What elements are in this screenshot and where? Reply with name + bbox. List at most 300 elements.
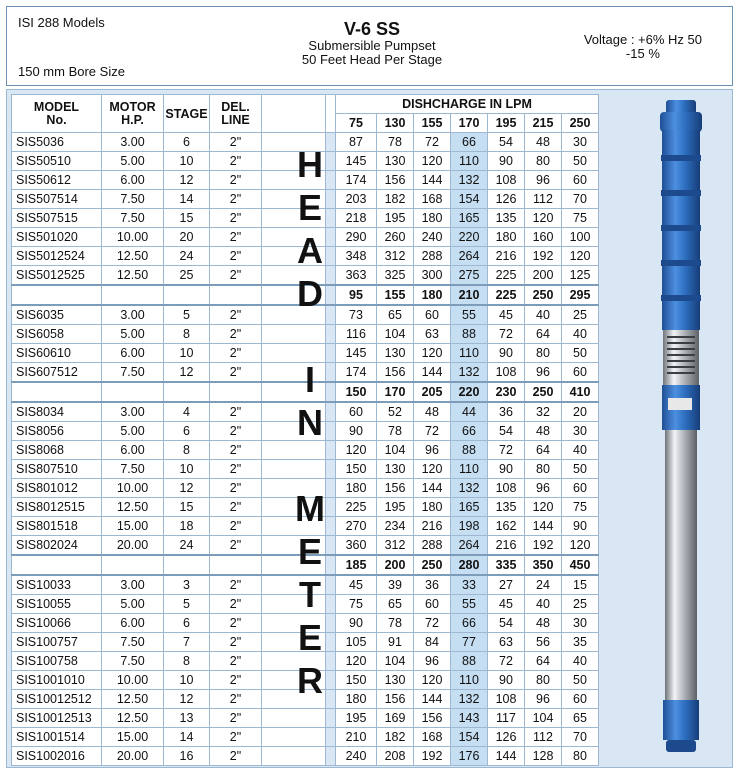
head-cell: 90 — [488, 460, 525, 479]
table-row — [12, 402, 599, 422]
head-cell: 72 — [414, 133, 451, 152]
head-cell: 198 — [451, 517, 488, 536]
head-cell: 80 — [562, 747, 599, 766]
flow-rate-cell: 205 — [414, 382, 451, 402]
spec-cell: 4 — [164, 402, 210, 422]
empty-cell — [102, 555, 164, 575]
spec-cell: 2" — [210, 747, 262, 766]
flow-header-cell: 215 — [525, 114, 562, 133]
spec-cell: 7.50 — [102, 652, 164, 671]
subtitle-2: 50 Feet Head Per Stage — [301, 52, 443, 67]
head-cell: 130 — [377, 460, 414, 479]
spec-cell: 2" — [210, 402, 262, 422]
head-cell: 35 — [562, 633, 599, 652]
flow-header-cell: 250 — [562, 114, 599, 133]
col-motor-line1: MOTOR — [109, 99, 156, 114]
head-cell: 132 — [451, 479, 488, 498]
head-cell: 165 — [451, 209, 488, 228]
empty-cell — [210, 555, 262, 575]
head-cell: 40 — [562, 325, 599, 344]
head-cell: 40 — [525, 305, 562, 325]
separator-cell — [326, 247, 336, 266]
head-cell: 135 — [488, 498, 525, 517]
head-cell: 260 — [377, 228, 414, 247]
spec-cell: 2" — [210, 614, 262, 633]
head-cell: 90 — [336, 614, 377, 633]
head-cell: 48 — [525, 422, 562, 441]
head-cell: 24 — [525, 575, 562, 595]
head-cell: 360 — [336, 536, 377, 556]
table-row — [12, 460, 599, 479]
col-model-line2: No. — [46, 112, 67, 127]
spec-cell: 18 — [164, 517, 210, 536]
spec-cell: 24 — [164, 536, 210, 556]
vertical-label-cell — [262, 709, 326, 728]
vertical-label-cell — [262, 152, 326, 171]
model-cell: SIS10066 — [12, 614, 102, 633]
model-cell: SIS5036 — [12, 133, 102, 152]
head-cell: 120 — [336, 441, 377, 460]
col-del-line1: DEL. — [221, 99, 250, 114]
vertical-label-cell — [262, 517, 326, 536]
head-cell: 135 — [488, 209, 525, 228]
vertical-letter: M — [295, 488, 325, 529]
head-cell: 75 — [336, 595, 377, 614]
head-cell: 130 — [377, 152, 414, 171]
head-cell: 64 — [525, 441, 562, 460]
empty-cell — [12, 555, 102, 575]
head-cell: 110 — [451, 344, 488, 363]
pump-bottom — [666, 740, 696, 752]
head-cell: 270 — [336, 517, 377, 536]
spec-cell: 7.50 — [102, 190, 164, 209]
head-cell: 216 — [414, 517, 451, 536]
spec-cell: 5.00 — [102, 422, 164, 441]
flow-rate-cell: 250 — [525, 382, 562, 402]
flow-rate-row — [12, 382, 599, 402]
head-cell: 120 — [525, 209, 562, 228]
spec-cell: 6.00 — [102, 614, 164, 633]
head-cell: 64 — [525, 325, 562, 344]
head-cell: 218 — [336, 209, 377, 228]
head-cell: 52 — [377, 402, 414, 422]
head-cell: 48 — [525, 133, 562, 152]
table-row — [12, 422, 599, 441]
head-cell: 96 — [525, 690, 562, 709]
head-cell: 25 — [562, 305, 599, 325]
spec-cell: 7.50 — [102, 633, 164, 652]
spec-cell: 10 — [164, 344, 210, 363]
vertical-label-cell — [262, 479, 326, 498]
spec-cell: 25 — [164, 266, 210, 286]
model-cell: SIS5012524 — [12, 247, 102, 266]
spec-cell: 14 — [164, 190, 210, 209]
flow-rate-cell: 200 — [377, 555, 414, 575]
head-cell: 30 — [562, 422, 599, 441]
model-cell: SIS10033 — [12, 575, 102, 595]
head-cell: 88 — [451, 652, 488, 671]
separator-cell — [326, 728, 336, 747]
head-cell: 66 — [451, 133, 488, 152]
flow-rate-cell: 170 — [377, 382, 414, 402]
vertical-letter: E — [297, 531, 322, 572]
separator-cell — [326, 171, 336, 190]
separator-cell — [326, 344, 336, 363]
spec-cell: 2" — [210, 595, 262, 614]
head-cell: 180 — [414, 498, 451, 517]
head-cell: 15 — [562, 575, 599, 595]
head-cell: 180 — [414, 209, 451, 228]
spec-cell: 2" — [210, 536, 262, 556]
spec-cell: 2" — [210, 190, 262, 209]
model-cell: SIS10012513 — [12, 709, 102, 728]
model-cell: SIS8056 — [12, 422, 102, 441]
head-cell: 144 — [488, 747, 525, 766]
spec-cell: 5.00 — [102, 595, 164, 614]
empty-cell — [164, 555, 210, 575]
head-cell: 154 — [451, 190, 488, 209]
table-row — [12, 209, 599, 228]
spec-cell: 2" — [210, 247, 262, 266]
head-cell: 240 — [336, 747, 377, 766]
head-cell: 112 — [525, 190, 562, 209]
spec-cell: 6.00 — [102, 344, 164, 363]
head-cell: 70 — [562, 728, 599, 747]
head-cell: 112 — [525, 728, 562, 747]
spec-cell: 8 — [164, 652, 210, 671]
model-cell: SIS6058 — [12, 325, 102, 344]
head-cell: 96 — [525, 479, 562, 498]
vertical-label-cell — [262, 325, 326, 344]
head-cell: 216 — [488, 536, 525, 556]
vertical-label-cell — [262, 228, 326, 247]
spec-cell: 10.00 — [102, 671, 164, 690]
head-cell: 150 — [336, 671, 377, 690]
head-cell: 78 — [377, 133, 414, 152]
spec-cell: 2" — [210, 709, 262, 728]
head-cell: 108 — [488, 479, 525, 498]
head-cell: 80 — [525, 344, 562, 363]
vertical-label-cell — [262, 460, 326, 479]
head-cell: 312 — [377, 247, 414, 266]
model-cell: SIS10012512 — [12, 690, 102, 709]
separator-cell — [326, 422, 336, 441]
spec-cell: 15.00 — [102, 517, 164, 536]
head-cell: 120 — [414, 460, 451, 479]
flow-header-cell: 170 — [451, 114, 488, 133]
model-cell: SIS1001514 — [12, 728, 102, 747]
spec-cell: 7 — [164, 633, 210, 652]
separator-cell — [326, 190, 336, 209]
vertical-label-cell — [262, 595, 326, 614]
head-cell: 70 — [562, 190, 599, 209]
head-cell: 108 — [488, 690, 525, 709]
empty-cell — [12, 285, 102, 305]
spec-cell: 12 — [164, 690, 210, 709]
flow-rate-cell: 225 — [488, 285, 525, 305]
spec-cell: 3.00 — [102, 133, 164, 152]
vertical-label-cell — [262, 305, 326, 325]
flow-rate-cell: 155 — [377, 285, 414, 305]
spec-cell: 8 — [164, 325, 210, 344]
model-cell: SIS100757 — [12, 633, 102, 652]
head-cell: 90 — [488, 152, 525, 171]
table-row — [12, 671, 599, 690]
model-cell: SIS501020 — [12, 228, 102, 247]
vertical-label-cell — [262, 690, 326, 709]
separator-cell — [326, 671, 336, 690]
spec-cell: 3.00 — [102, 575, 164, 595]
separator-cell — [326, 536, 336, 556]
separator-cell — [326, 209, 336, 228]
separator-cell — [326, 305, 336, 325]
head-cell: 156 — [377, 690, 414, 709]
pump-discharge-head — [660, 112, 702, 132]
vertical-letter: N — [297, 402, 323, 443]
vertical-label-cell — [262, 190, 326, 209]
head-cell: 130 — [377, 671, 414, 690]
spec-cell: 12.50 — [102, 709, 164, 728]
flow-rate-cell: 150 — [336, 382, 377, 402]
spec-cell: 6.00 — [102, 441, 164, 460]
head-cell: 144 — [525, 517, 562, 536]
spec-cell: 2" — [210, 690, 262, 709]
head-cell: 288 — [414, 247, 451, 266]
table-row — [12, 498, 599, 517]
table-row — [12, 517, 599, 536]
vertical-label-cell — [262, 633, 326, 652]
table-row — [12, 247, 599, 266]
head-cell: 116 — [336, 325, 377, 344]
flow-rate-cell: 220 — [451, 382, 488, 402]
separator-cell — [326, 152, 336, 171]
spec-cell: 2" — [210, 209, 262, 228]
spec-cell: 15 — [164, 209, 210, 228]
head-cell: 104 — [525, 709, 562, 728]
head-cell: 220 — [451, 228, 488, 247]
head-cell: 176 — [451, 747, 488, 766]
spec-cell: 5 — [164, 305, 210, 325]
header-box — [6, 6, 733, 86]
vertical-letter: A — [297, 230, 323, 271]
vertical-label-cell — [262, 344, 326, 363]
head-cell: 20 — [562, 402, 599, 422]
vertical-letter: T — [299, 574, 321, 615]
head-cell: 80 — [525, 671, 562, 690]
table-row — [12, 152, 599, 171]
head-cell: 72 — [488, 652, 525, 671]
head-cell: 156 — [377, 479, 414, 498]
head-cell: 110 — [451, 671, 488, 690]
head-cell: 54 — [488, 614, 525, 633]
head-cell: 55 — [451, 305, 488, 325]
head-cell: 65 — [377, 595, 414, 614]
head-cell: 96 — [414, 441, 451, 460]
spec-cell: 2" — [210, 266, 262, 286]
table-row — [12, 228, 599, 247]
spec-panel — [6, 89, 733, 768]
head-cell: 65 — [562, 709, 599, 728]
head-cell: 72 — [488, 325, 525, 344]
model-cell: SIS1001010 — [12, 671, 102, 690]
head-cell: 160 — [525, 228, 562, 247]
head-cell: 174 — [336, 363, 377, 383]
column-separator — [326, 95, 336, 133]
vertical-label-cell — [262, 671, 326, 690]
empty-cell — [12, 382, 102, 402]
flow-header-cell: 155 — [414, 114, 451, 133]
head-cell: 168 — [414, 728, 451, 747]
vertical-label-cell — [262, 441, 326, 460]
vertical-letter: D — [297, 273, 323, 314]
page-title: V-6 SS — [343, 19, 401, 39]
flow-header-cell: 130 — [377, 114, 414, 133]
head-cell: 96 — [525, 171, 562, 190]
vertical-label-header-cell — [262, 95, 326, 133]
head-cell: 91 — [377, 633, 414, 652]
head-cell: 120 — [562, 536, 599, 556]
vertical-label-cell — [262, 614, 326, 633]
model-cell: SIS8068 — [12, 441, 102, 460]
spec-cell: 2" — [210, 422, 262, 441]
table-row — [12, 747, 599, 766]
head-cell: 210 — [336, 728, 377, 747]
model-cell: SIS5012525 — [12, 266, 102, 286]
head-cell: 40 — [562, 652, 599, 671]
spec-cell: 6 — [164, 133, 210, 152]
col-header-discharge: DISHCHARGE IN LPM — [336, 95, 599, 114]
head-cell: 156 — [377, 363, 414, 383]
separator-cell — [326, 690, 336, 709]
head-cell: 132 — [451, 171, 488, 190]
spec-cell: 20.00 — [102, 536, 164, 556]
head-cell: 88 — [451, 325, 488, 344]
spec-cell: 10.00 — [102, 228, 164, 247]
spec-cell: 2" — [210, 728, 262, 747]
head-cell: 90 — [488, 671, 525, 690]
head-cell: 104 — [377, 652, 414, 671]
head-cell: 60 — [562, 363, 599, 383]
separator-cell — [326, 595, 336, 614]
model-cell: SIS507514 — [12, 190, 102, 209]
head-cell: 145 — [336, 344, 377, 363]
table-row — [12, 690, 599, 709]
vertical-label-cell — [262, 498, 326, 517]
separator-cell — [326, 575, 336, 595]
head-cell: 125 — [562, 266, 599, 286]
head-cell: 48 — [414, 402, 451, 422]
head-cell: 30 — [562, 614, 599, 633]
spec-cell: 3.00 — [102, 305, 164, 325]
col-header-motor — [102, 95, 164, 133]
spec-cell: 2" — [210, 633, 262, 652]
spec-cell: 14 — [164, 728, 210, 747]
vertical-letter: I — [304, 359, 315, 400]
separator-cell — [326, 325, 336, 344]
model-cell: SIS801518 — [12, 517, 102, 536]
spec-cell: 15 — [164, 498, 210, 517]
head-cell: 54 — [488, 422, 525, 441]
model-cell: SIS807510 — [12, 460, 102, 479]
pump-spec-table — [11, 94, 599, 766]
head-cell: 30 — [562, 133, 599, 152]
head-cell: 290 — [336, 228, 377, 247]
head-cell: 50 — [562, 344, 599, 363]
head-cell: 96 — [525, 363, 562, 383]
head-cell: 264 — [451, 247, 488, 266]
empty-cell — [164, 382, 210, 402]
empty-cell — [102, 382, 164, 402]
head-cell: 126 — [488, 728, 525, 747]
head-cell: 275 — [451, 266, 488, 286]
spec-cell: 2" — [210, 671, 262, 690]
flow-rate-row — [12, 555, 599, 575]
separator-cell — [326, 133, 336, 152]
model-cell: SIS1002016 — [12, 747, 102, 766]
head-cell: 150 — [336, 460, 377, 479]
head-cell: 87 — [336, 133, 377, 152]
spec-cell: 2" — [210, 441, 262, 460]
separator-cell — [326, 266, 336, 286]
flow-rate-cell: 95 — [336, 285, 377, 305]
head-cell: 130 — [377, 344, 414, 363]
head-cell: 39 — [377, 575, 414, 595]
head-cell: 88 — [451, 441, 488, 460]
head-cell: 44 — [451, 402, 488, 422]
head-cell: 90 — [336, 422, 377, 441]
spec-cell: 12 — [164, 171, 210, 190]
head-cell: 195 — [377, 498, 414, 517]
head-cell: 225 — [488, 266, 525, 286]
pump-base — [663, 700, 699, 740]
flow-header-cell: 195 — [488, 114, 525, 133]
head-cell: 72 — [414, 422, 451, 441]
flow-rate-cell: 450 — [562, 555, 599, 575]
head-cell: 40 — [562, 441, 599, 460]
model-cell: SIS6035 — [12, 305, 102, 325]
table-row — [12, 266, 599, 286]
spec-cell: 7.50 — [102, 363, 164, 383]
spec-cell: 12 — [164, 479, 210, 498]
table-row — [12, 595, 599, 614]
head-cell: 348 — [336, 247, 377, 266]
head-cell: 180 — [336, 690, 377, 709]
head-cell: 55 — [451, 595, 488, 614]
head-cell: 144 — [414, 363, 451, 383]
spec-cell: 2" — [210, 479, 262, 498]
separator-cell — [326, 402, 336, 422]
head-cell: 25 — [562, 595, 599, 614]
head-cell: 108 — [488, 363, 525, 383]
spec-cell: 6.00 — [102, 171, 164, 190]
head-cell: 60 — [414, 305, 451, 325]
head-cell: 145 — [336, 152, 377, 171]
separator-cell — [326, 517, 336, 536]
spec-cell: 3.00 — [102, 402, 164, 422]
vertical-label-cell — [262, 747, 326, 766]
spec-cell: 12.50 — [102, 690, 164, 709]
model-cell: SIS10055 — [12, 595, 102, 614]
vertical-label-cell — [262, 266, 326, 286]
head-cell: 182 — [377, 728, 414, 747]
head-cell: 105 — [336, 633, 377, 652]
separator-cell — [326, 441, 336, 460]
head-cell: 156 — [377, 171, 414, 190]
flow-rate-cell: 250 — [414, 555, 451, 575]
head-cell: 325 — [377, 266, 414, 286]
flow-rate-cell: 180 — [414, 285, 451, 305]
separator-cell — [326, 498, 336, 517]
